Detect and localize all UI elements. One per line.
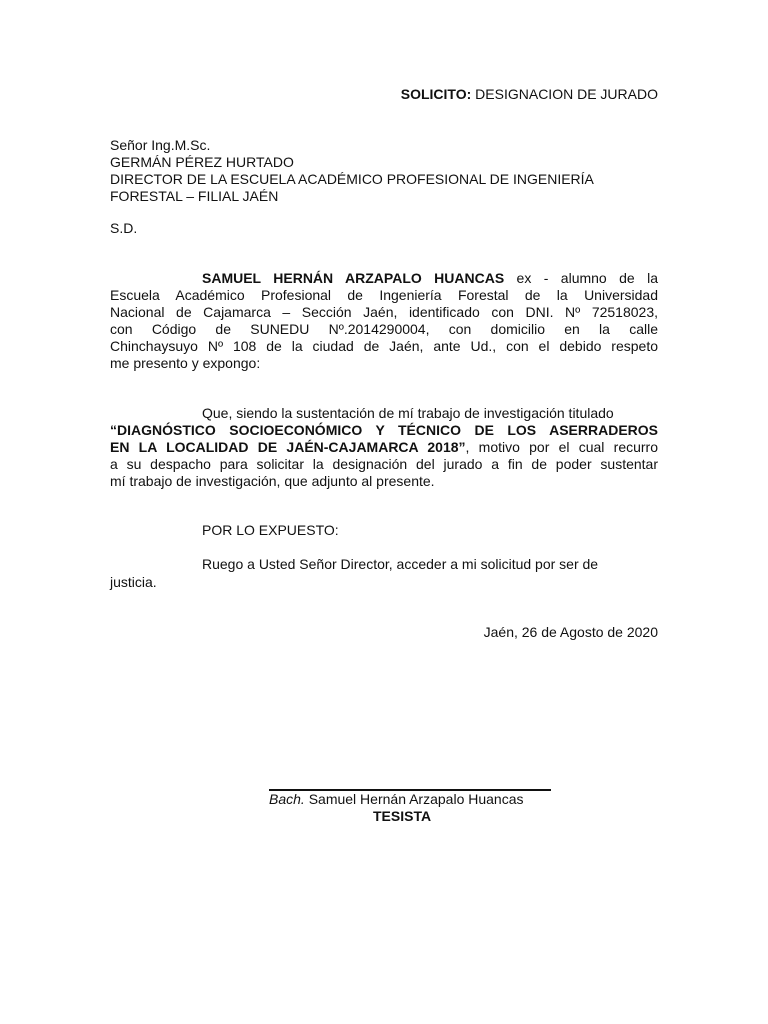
intro-line5: Chinchaysuyo Nº 108 de la ciudad de Jaén, ante Ud., con el debido respeto bbox=[110, 338, 658, 354]
por-lo-expuesto: POR LO EXPUESTO: bbox=[202, 522, 339, 538]
request-line1: Que, siendo la sustentación de mí trabajo de investigación titulado bbox=[202, 405, 614, 421]
signature-role: TESISTA bbox=[373, 808, 432, 824]
addressee-name: GERMÁN PÉREZ HURTADO bbox=[110, 154, 294, 170]
intro-paragraph bbox=[110, 270, 658, 372]
signature-title-prefix: Bach. bbox=[269, 791, 305, 807]
addressee-position-line1: DIRECTOR DE LA ESCUELA ACADÉMICO PROFESIONAL DE INGENIERÍA bbox=[110, 171, 594, 187]
intro-line6: me presento y expongo: bbox=[110, 355, 261, 371]
intro-line1: SAMUEL HERNÁN ARZAPALO HUANCAS ex - alumno de la bbox=[202, 270, 658, 286]
subject-line bbox=[401, 86, 658, 103]
request-line3: EN LA LOCALIDAD DE JAÉN-CAJAMARCA 2018”, motivo por el cual recurro bbox=[110, 439, 659, 455]
request-line5: mí trabajo de investigación, que adjunto al presente. bbox=[110, 473, 435, 489]
subject-value: DESIGNACION DE JURADO bbox=[471, 86, 658, 102]
ruego-line2: justicia. bbox=[110, 574, 157, 590]
intro-line2: Escuela Académico Profesional de Ingeniería Forestal de la Universidad bbox=[110, 287, 658, 303]
request-line4: a su despacho para solicitar la designación del jurado a fin de poder sustentar bbox=[110, 456, 658, 472]
applicant-name: SAMUEL HERNÁN ARZAPALO HUANCAS bbox=[202, 270, 505, 286]
request-paragraph bbox=[110, 405, 658, 490]
intro-line3: Nacional de Cajamarca – Sección Jaén, identificado con DNI. Nº 72518023, bbox=[110, 304, 658, 320]
subject-label: SOLICITO: bbox=[400, 86, 472, 102]
signature-name: Bach. Samuel Hernán Arzapalo Huancas bbox=[269, 791, 524, 807]
addressee-block bbox=[110, 137, 658, 205]
thesis-title-line2: EN LA LOCALIDAD DE JAÉN-CAJAMARCA 2018” bbox=[110, 439, 466, 455]
thesis-title-line1: “DIAGNÓSTICO SOCIOECONÓMICO Y TÉCNICO DE LOS ASERRADEROS bbox=[110, 422, 658, 438]
intro-line4: con Código de SUNEDU Nº.2014290004, con domicilio en la calle bbox=[110, 321, 658, 337]
ruego-line1: Ruego a Usted Señor Director, acceder a mi solicitud por ser de bbox=[202, 556, 599, 572]
salutation-sd: S.D. bbox=[110, 220, 138, 236]
addressee-greeting: Señor Ing.M.Sc. bbox=[110, 137, 211, 153]
date: Jaén, 26 de Agosto de 2020 bbox=[483, 624, 658, 640]
addressee-position-line2: FORESTAL – FILIAL JAÉN bbox=[110, 188, 279, 204]
